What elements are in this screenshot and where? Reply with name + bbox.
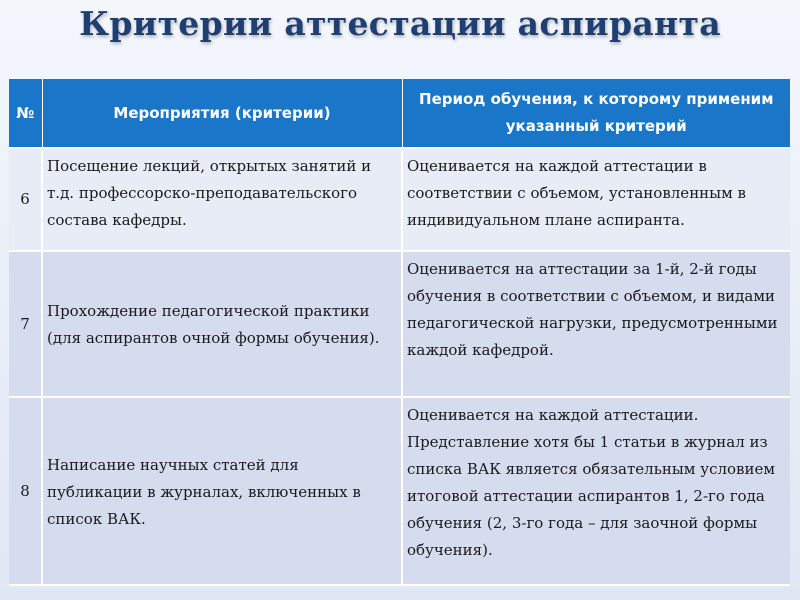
table-header-row (9, 79, 790, 148)
row-criterion: Прохождение педагогической практики (для аспирантов очной формы обучения). (42, 251, 402, 397)
page-title: Критерии аттестации аспиранта (79, 4, 721, 43)
row-period: Оценивается на аттестации за 1-й, 2-й годы обучения в соответствии с объемом, и видами педагогической нагрузки, предусмотренными каждой кафедрой. (402, 251, 790, 397)
row-period: Оценивается на каждой аттестации. Представление хотя бы 1 статьи в журнал из списка ВАК является обязательным условием итоговой аттестации аспирантов 1, 2-го года обучения (2, 3-го года – для заочной формы обучения). (402, 397, 790, 585)
criteria-table (9, 79, 790, 586)
row-number: 8 (9, 397, 42, 585)
table-row (9, 148, 790, 251)
row-criterion: Написание научных статей для публикации в журналах, включенных в список ВАК. (42, 397, 402, 585)
row-number: 6 (9, 148, 42, 251)
header-number: № (9, 79, 42, 148)
header-period: Период обучения, к которому применим указанный критерий (402, 79, 790, 148)
row-period: Оценивается на каждой аттестации в соответствии с объемом, установленным в индивидуальном плане аспиранта. (402, 148, 790, 251)
row-criterion: Посещение лекций, открытых занятий и т.д. профессорско-преподавательского состава кафедры. (42, 148, 402, 251)
table-row (9, 397, 790, 585)
table-row (9, 251, 790, 397)
row-number: 7 (9, 251, 42, 397)
header-criteria: Мероприятия (критерии) (42, 79, 402, 148)
